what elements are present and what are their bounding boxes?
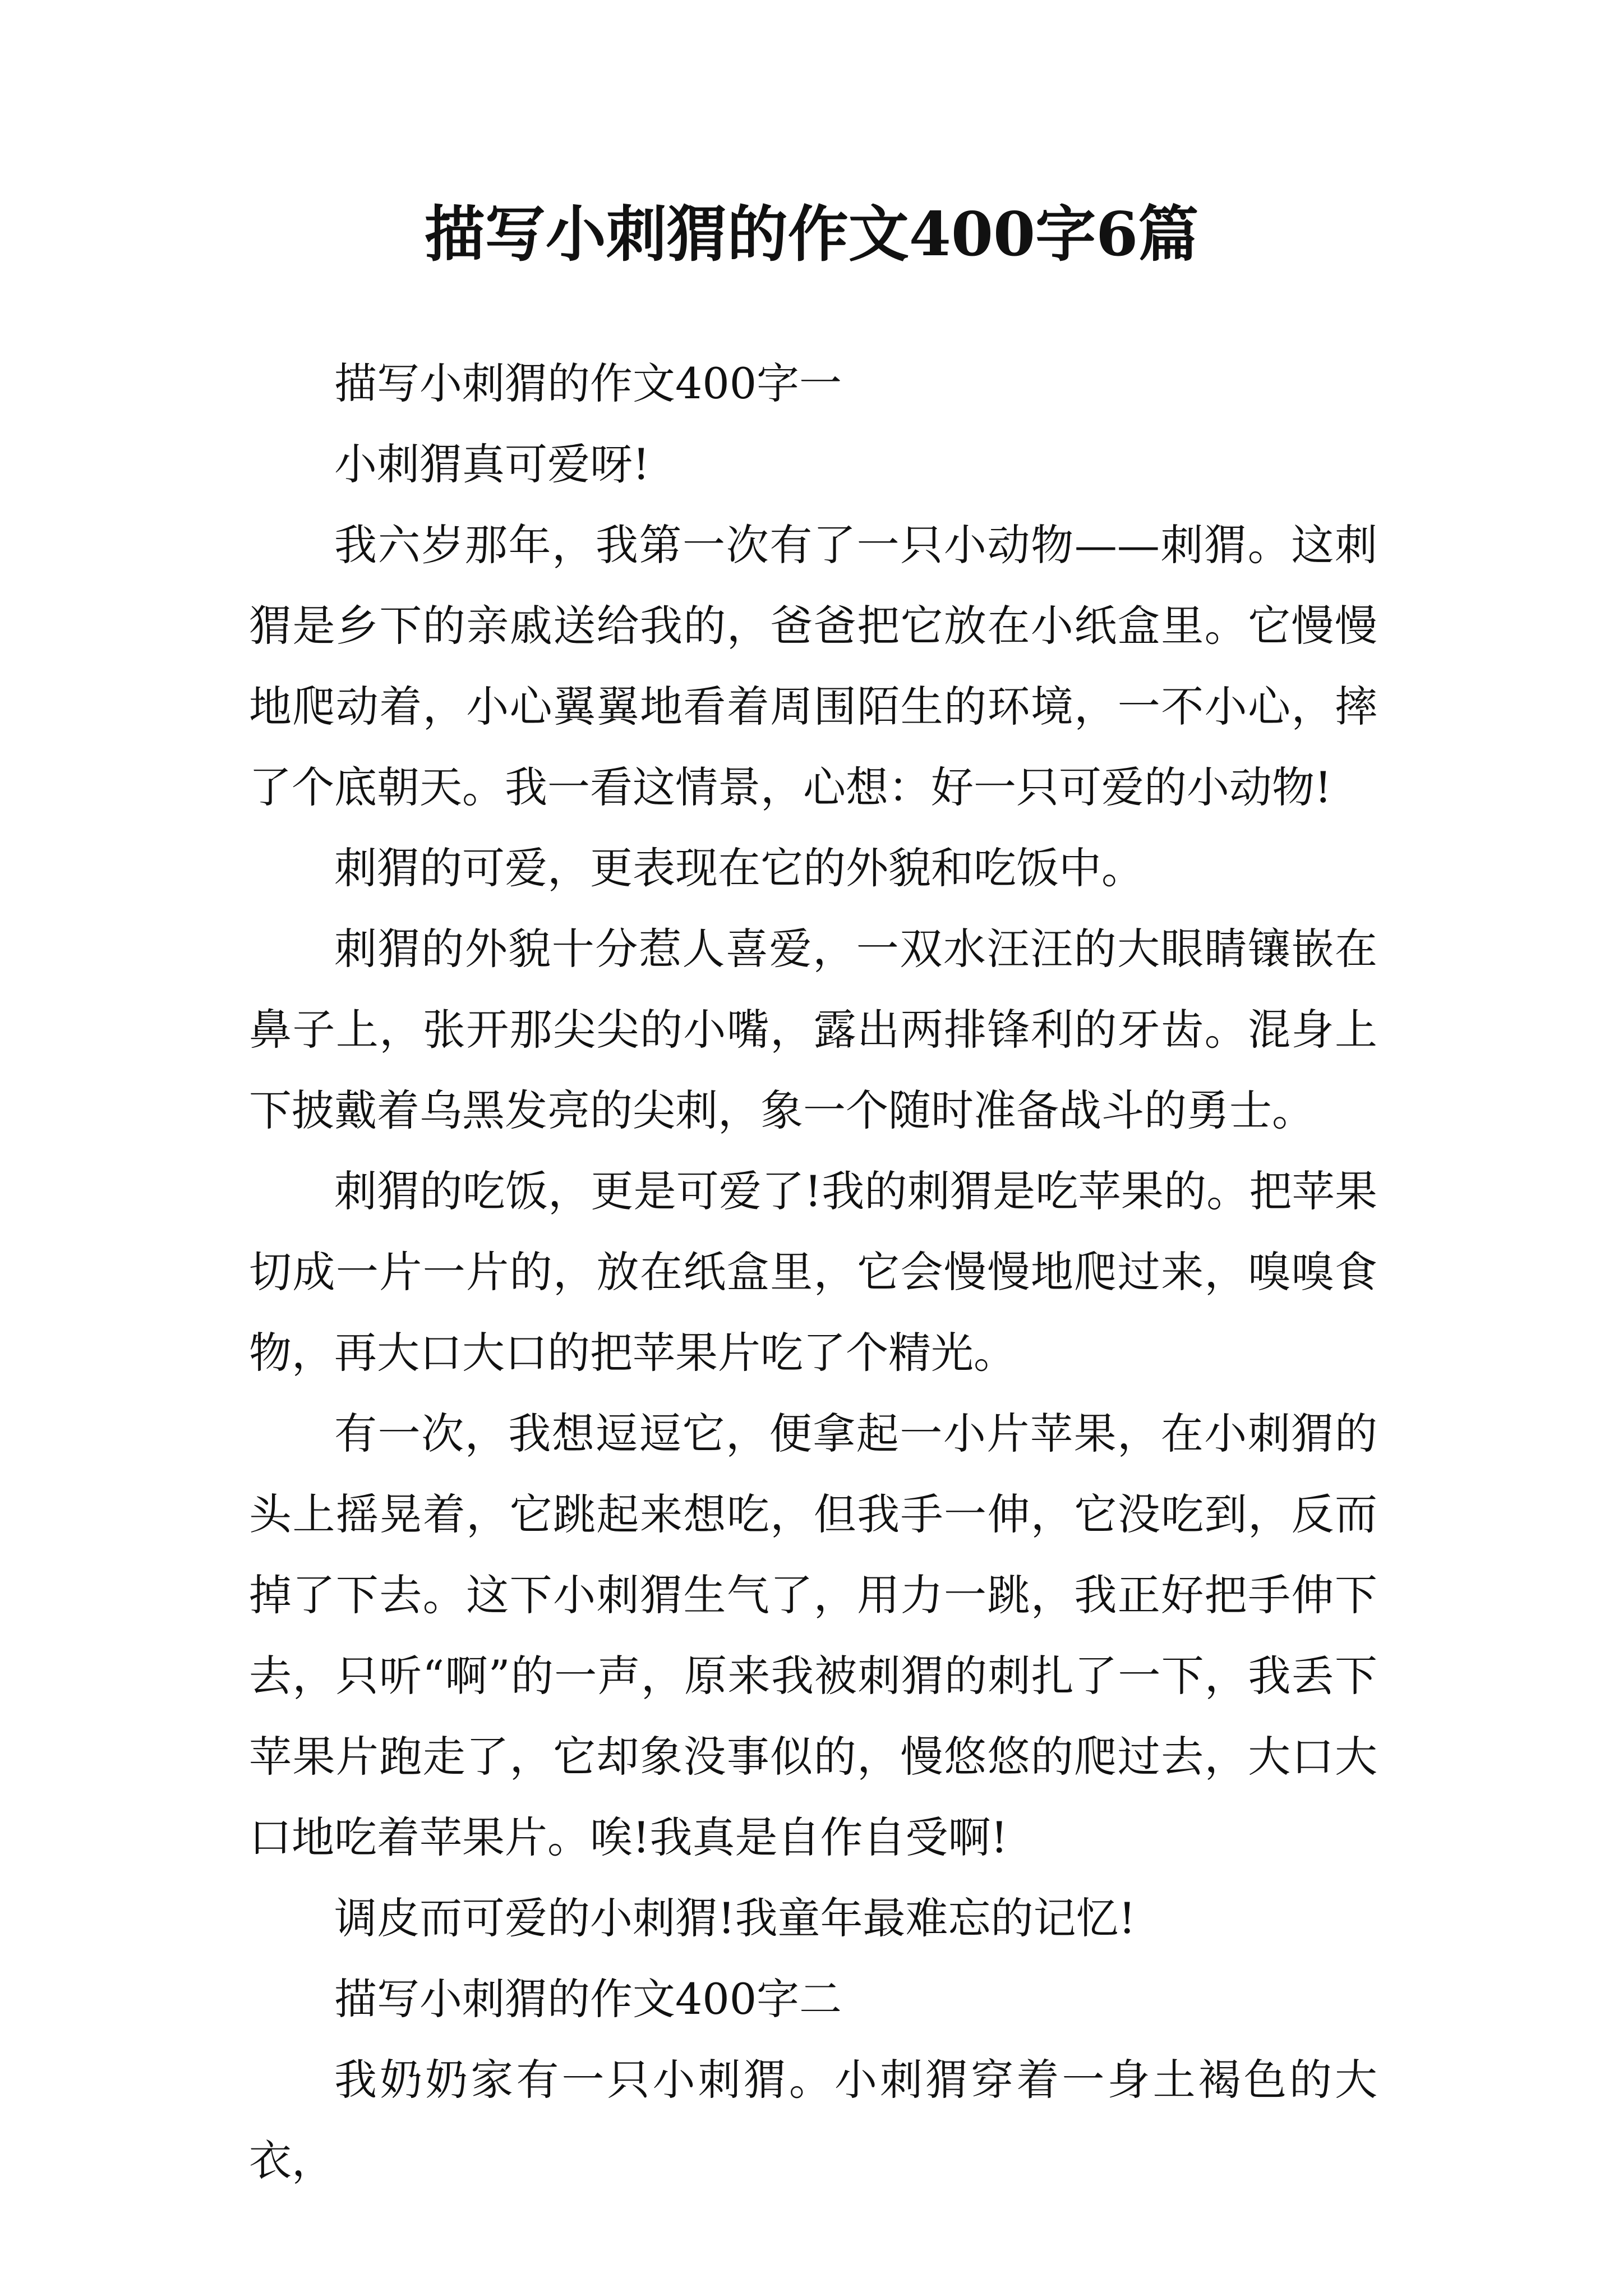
paragraph: 我六岁那年，我第一次有了一只小动物——刺猬。这刺猬是乡下的亲戚送给我的，爸爸把它放在小纸盒里。它慢慢地爬动着，小心翼翼地看着周围陌生的环境，一不小心，摔了个底朝天。我一看这情景，心想：好一只可爱的小动物! [249,520,1377,812]
paragraph: 刺猬的可爱，更表现在它的外貌和吃饭中。 [334,843,1144,893]
section-heading-1: 描写小刺猬的作文400字一 [334,358,842,408]
paragraph: 我奶奶家有一只小刺猬。小刺猬穿着一身土褐色的大衣， [249,2055,1377,2185]
paragraph: 调皮而可爱的小刺猬!我童年最难忘的记忆! [334,1893,1136,1943]
paragraph: 有一次，我想逗逗它，便拿起一小片苹果，在小刺猬的头上摇晃着，它跳起来想吃，但我手一伸，它没吃到，反而掉了下去。这下小刺猬生气了，用力一跳，我正好把手伸下去，只听“啊”的一声，原来我被刺猬的刺扎了一下，我丢下苹果片跑走了，它却象没事似的，慢悠悠的爬过去，大口大口地吃着苹果片。唉!我真是自作自受啊! [249,1409,1377,1862]
paragraph: 刺猬的吃饭，更是可爱了!我的刺猬是吃苹果的。把苹果切成一片一片的，放在纸盒里，它会慢慢地爬过来，嗅嗅食物，再大口大口的把苹果片吃了个精光。 [249,1166,1377,1378]
section-heading-2: 描写小刺猬的作文400字二 [334,1974,842,2024]
paragraph: 刺猬的外貌十分惹人喜爱，一双水汪汪的大眼睛镶嵌在鼻子上，张开那尖尖的小嘴，露出两排锋利的牙齿。混身上下披戴着乌黑发亮的尖刺，象一个随时准备战斗的勇士。 [249,924,1377,1135]
document-body [249,343,1377,2201]
document-title: 描写小刺猬的作文400字6篇 [424,199,1199,270]
paragraph: 小刺猬真可爱呀! [334,439,650,489]
